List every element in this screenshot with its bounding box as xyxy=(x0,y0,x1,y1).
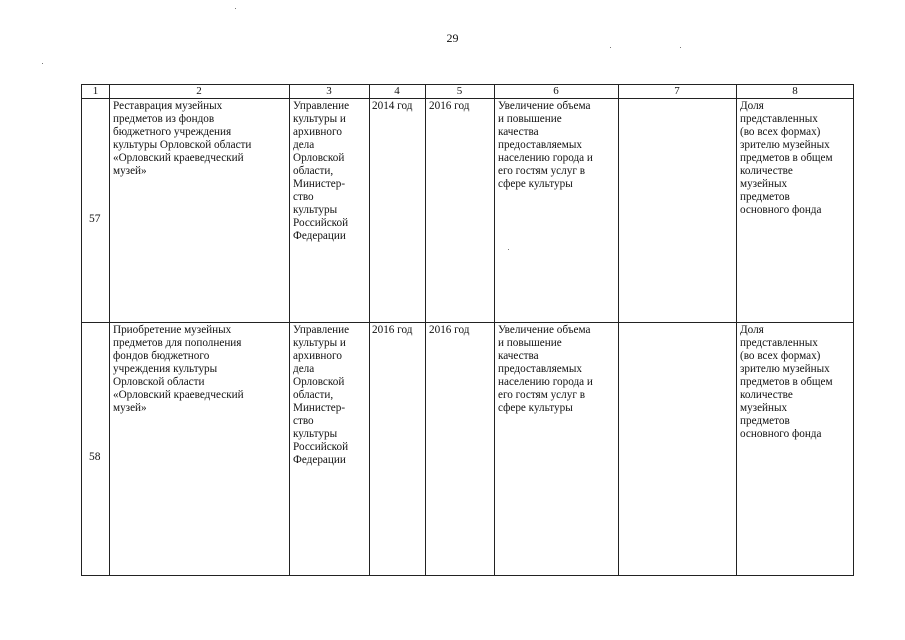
column-header-4: 4 xyxy=(394,85,400,97)
column-header-6: 6 xyxy=(553,85,559,97)
column-header-5: 5 xyxy=(456,85,463,97)
scan-speck xyxy=(680,47,681,48)
row-number: 58 xyxy=(89,451,101,463)
scan-speck xyxy=(610,47,611,48)
cell-end-year: 2016 год xyxy=(429,100,470,112)
cell-end-year: 2016 год xyxy=(429,324,470,336)
scan-speck xyxy=(508,249,509,250)
column-header-2: 2 xyxy=(196,85,202,97)
page-number: 29 xyxy=(446,31,459,45)
column-header-7: 7 xyxy=(674,85,680,97)
cell-start-year: 2016 год xyxy=(372,324,413,336)
cell-start-year: 2014 год xyxy=(372,100,413,112)
cell-name: Реставрация музейных предметов из фондов бюджетного учреждения культуры Орловской области «Орловский краеведческий музей» xyxy=(113,100,252,177)
scan-speck xyxy=(42,63,43,64)
column-header-8: 8 xyxy=(792,85,798,97)
cell-indicator: Доля представленных (во всех формах) зрителю музейных предметов в общем количестве музейных предметов основного фонда xyxy=(740,324,833,440)
cell-executor: Управление культуры и архивного дела Орловской области, Министер- ство культуры Российской Федерации xyxy=(293,324,350,466)
cell-name: Приобретение музейных предметов для пополнения фондов бюджетного учреждения культуры Орловской области «Орловский краеведческий музей» xyxy=(113,324,244,414)
cell-result: Увеличение объема и повышение качества предоставляемых населению города и его гостям услуг в сфере культуры xyxy=(498,100,593,190)
column-header-3: 3 xyxy=(326,85,332,97)
cell-indicator: Доля представленных (во всех формах) зрителю музейных предметов в общем количестве музейных предметов основного фонда xyxy=(740,100,833,216)
scan-speck xyxy=(235,8,236,9)
row-number: 57 xyxy=(89,213,101,225)
cell-executor: Управление культуры и архивного дела Орловской области, Министер- ство культуры Российской Федерации xyxy=(293,100,350,242)
cell-result: Увеличение объема и повышение качества предоставляемых населению города и его гостям услуг в сфере культуры xyxy=(498,324,593,414)
data-table xyxy=(81,84,854,576)
column-header-1: 1 xyxy=(92,85,99,97)
